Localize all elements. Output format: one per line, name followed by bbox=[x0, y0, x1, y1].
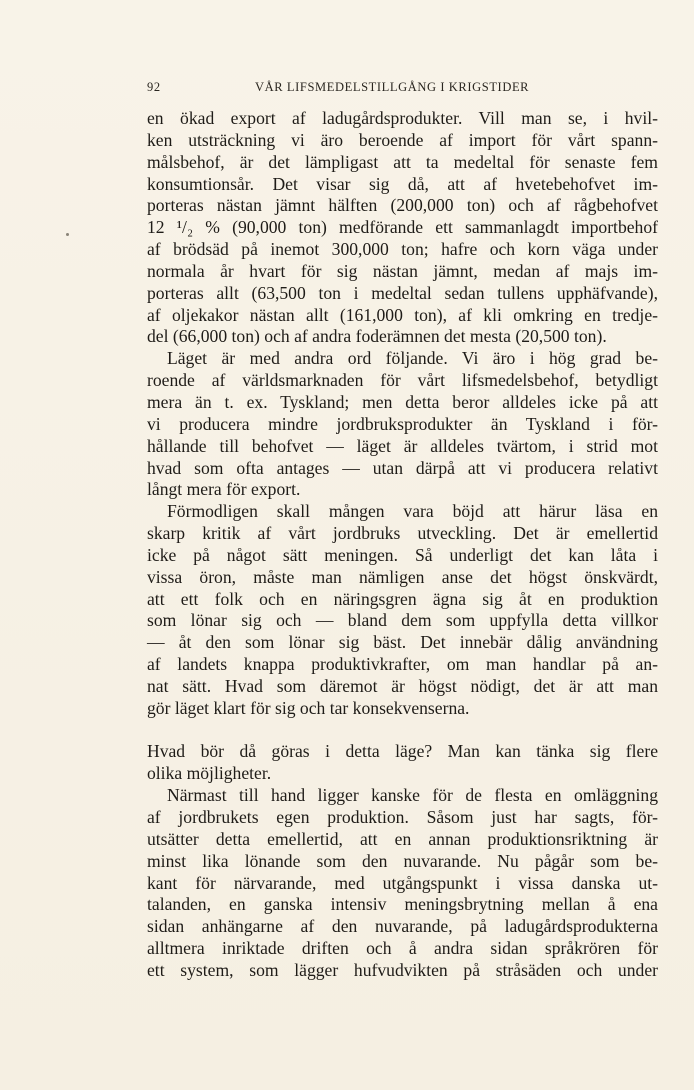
text-line: ken utsträckning vi äro beroende af import för vårt spann- bbox=[147, 129, 658, 150]
page-number: 92 bbox=[147, 80, 161, 94]
text-line: ett system, som lägger hufvudvikten på stråsäden och under bbox=[147, 959, 658, 980]
text-line: som lönar sig och — bland dem som uppfylla detta villkor bbox=[147, 610, 658, 631]
text-line: konsumtionsår. Det visar sig då, att af hvetebehofvet im- bbox=[147, 173, 658, 194]
text-line: Läget är med andra ord följande. Vi äro i hög grad be- bbox=[167, 348, 658, 369]
text-line: skarp kritik af vårt jordbruks utveckling. Det är emellertid bbox=[147, 523, 658, 544]
text-line: talanden, en ganska intensiv meningsbrytning mellan å ena bbox=[147, 894, 658, 915]
text-line: icke på något sätt meningen. Så underligt det kan låta i bbox=[147, 544, 658, 565]
text-line: utsätter detta emellertid, att en annan produktionsriktning är bbox=[147, 828, 658, 849]
text-line: mera än t. ex. Tyskland; men detta beror alldeles icke på att bbox=[147, 391, 658, 412]
text-line: hållande till behofvet — läget är alldeles tvärtom, i strid mot bbox=[147, 435, 658, 456]
paragraph-gap bbox=[147, 720, 658, 742]
text-line: Förmodligen skall mången vara böjd att härur läsa en bbox=[167, 501, 658, 522]
text-line: långt mera för export. bbox=[147, 479, 301, 500]
text-line: kant för närvarande, med utgångspunkt i vissa danska ut- bbox=[147, 872, 658, 893]
text-line: Hvad bör då göras i detta läge? Man kan tänka sig flere bbox=[147, 741, 658, 762]
text-line: roende af världsmarknaden för vårt lifsmedelsbehof, betydligt bbox=[147, 370, 658, 391]
body-text bbox=[147, 108, 658, 982]
page-header bbox=[147, 80, 657, 100]
text-line: porteras nästan jämnt hälften (200,000 ton) och af rågbehofvet bbox=[147, 195, 658, 216]
text-line: målsbehof, är det lämpligast att ta medeltal för senaste fem bbox=[147, 151, 658, 172]
text-line: af brödsäd på inemot 300,000 ton; hafre och korn väga under bbox=[147, 239, 658, 260]
text-line: vissa öron, måste man nämligen anse det högst önskvärdt, bbox=[147, 566, 658, 587]
text-line: nat sätt. Hvad som däremot är högst nödigt, det är att man bbox=[147, 675, 658, 696]
text-line: hvad som ofta antages — utan därpå att vi producera relativt bbox=[147, 457, 658, 478]
text-line: att ett folk och en näringsgren ägna sig åt en produktion bbox=[147, 588, 658, 609]
text-line: 12 ¹/₂ % (90,000 ton) medförande ett sammanlagdt importbehof bbox=[147, 217, 658, 238]
text-line: vi producera mindre jordbruksprodukter än Tyskland i för- bbox=[147, 413, 658, 434]
text-line: Närmast till hand ligger kanske för de flesta en omläggning bbox=[167, 785, 658, 806]
text-line: del (66,000 ton) och af andra foderämnen det mesta (20,500 ton). bbox=[147, 326, 607, 347]
text-line: gör läget klart för sig och tar konsekvenserna. bbox=[147, 697, 470, 718]
text-line: — åt den som lönar sig bäst. Det innebär dålig användning bbox=[147, 632, 658, 653]
text-line: af landets knappa produktivkrafter, om man handlar på an- bbox=[147, 654, 658, 675]
margin-dot bbox=[66, 233, 69, 236]
running-title: VÅR LIFSMEDELSTILLGÅNG I KRIGSTIDER bbox=[255, 80, 530, 94]
text-line: normala år hvart för sig nästan jämnt, medan af majs im- bbox=[147, 260, 658, 281]
text-line: porteras allt (63,500 ton i medeltal sedan tullens upphäfvande), bbox=[147, 282, 658, 303]
text-line: en ökad export af ladugårdsprodukter. Vill man se, i hvil- bbox=[147, 108, 658, 128]
text-line: sidan anhängarne af den nuvarande, på ladugårdsprodukterna bbox=[147, 916, 658, 937]
text-line: af oljekakor nästan allt (161,000 ton), af kli omkring en tredje- bbox=[147, 304, 658, 325]
text-line: af jordbrukets egen produktion. Såsom just har sagts, för- bbox=[147, 807, 658, 827]
text-line: alltmera inriktade driften och å andra sidan språkrören för bbox=[147, 938, 658, 959]
text-line: olika möjligheter. bbox=[147, 763, 272, 784]
text-line: minst lika lönande som den nuvarande. Nu pågår som be- bbox=[147, 850, 658, 871]
